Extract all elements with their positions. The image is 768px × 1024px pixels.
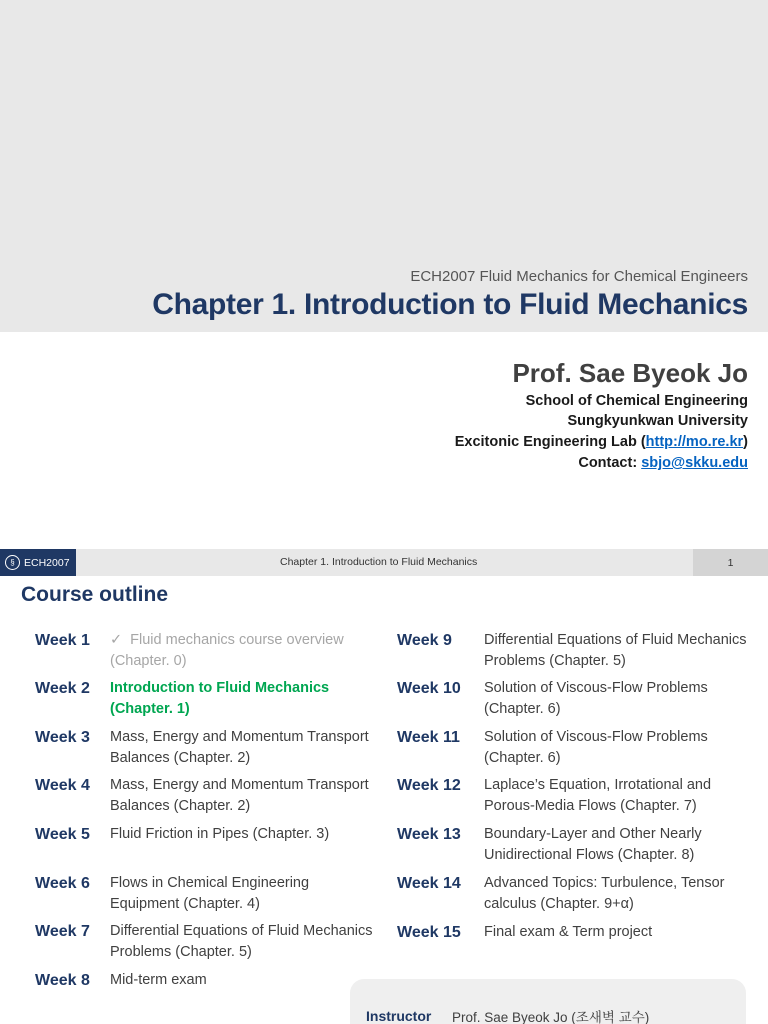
week-row	[35, 873, 375, 914]
week-label: Week 9	[397, 632, 452, 649]
lab-suffix: )	[743, 434, 748, 450]
week-label: Week 14	[397, 875, 461, 892]
week-row	[35, 921, 375, 962]
week-label: Week 13	[397, 826, 461, 843]
week-description: Final exam & Term project	[484, 924, 653, 940]
week-label: Week 8	[35, 972, 90, 989]
course-code: ECH2007 Fluid Mechanics for Chemical Engineers	[410, 268, 748, 285]
week-row	[35, 727, 375, 768]
week-description: Differential Equations of Fluid Mechanics Problems (Chapter. 5)	[484, 632, 747, 669]
week-row	[35, 775, 375, 816]
week-description: Mass, Energy and Momentum Transport Balances (Chapter. 2)	[110, 729, 369, 766]
slide-header	[0, 549, 768, 576]
week-row	[397, 630, 754, 671]
contact-line	[578, 455, 748, 471]
school-name: School of Chemical Engineering	[525, 393, 748, 409]
instructor-box	[350, 979, 746, 1024]
professor-name: Prof. Sae Byeok Jo	[512, 358, 748, 388]
lab-link[interactable]: http://mo.re.kr	[645, 434, 744, 450]
week-label: Week 11	[397, 729, 460, 746]
week-label: Week 15	[397, 924, 461, 941]
week-row	[35, 824, 375, 845]
university-name: Sungkyunkwan University	[567, 413, 748, 429]
week-description: Laplace’s Equation, Irrotational and Porous-Media Flows (Chapter. 7)	[484, 777, 712, 814]
week-label: Week 4	[35, 777, 90, 794]
week-description: Advanced Topics: Turbulence, Tensor calculus (Chapter. 9+α)	[484, 875, 725, 912]
outline-slide	[0, 549, 768, 1024]
instructor-name: Prof. Sae Byeok Jo (조새벽 교수)	[452, 1010, 650, 1024]
week-row	[397, 727, 754, 768]
week-row	[397, 873, 754, 914]
contact-prefix: Contact:	[578, 455, 642, 471]
week-description: Introduction to Fluid Mechanics (Chapter. 1)	[110, 680, 330, 717]
week-row	[35, 970, 375, 991]
week-description-text: Fluid mechanics course overview (Chapter. 0)	[110, 632, 344, 669]
week-description: Solution of Viscous-Flow Problems (Chapter. 6)	[484, 729, 708, 766]
week-label: Week 1	[35, 632, 90, 649]
week-row	[35, 678, 375, 719]
title-band	[0, 0, 768, 332]
week-description: Fluid Friction in Pipes (Chapter. 3)	[110, 826, 330, 842]
week-description: Mass, Energy and Momentum Transport Balances (Chapter. 2)	[110, 777, 369, 814]
logo-text: ECH2007	[24, 556, 70, 569]
week-row	[397, 678, 754, 719]
week-row	[35, 630, 375, 671]
week-row	[397, 824, 754, 865]
week-description: Differential Equations of Fluid Mechanics Problems (Chapter. 5)	[110, 923, 373, 960]
week-description: Solution of Viscous-Flow Problems (Chapter. 6)	[484, 680, 708, 717]
check-icon: ✓	[110, 632, 123, 648]
header-chapter: Chapter 1. Introduction to Fluid Mechanics	[280, 556, 478, 568]
lab-line	[455, 434, 748, 450]
course-logo	[0, 549, 76, 576]
week-label: Week 6	[35, 875, 90, 892]
instructor-label: Instructor	[366, 1008, 432, 1024]
contact-email-link[interactable]: sbjo@skku.edu	[641, 455, 748, 471]
week-label: Week 2	[35, 680, 90, 697]
week-description: Boundary-Layer and Other Nearly Unidirectional Flows (Chapter. 8)	[484, 826, 702, 863]
week-row	[397, 922, 754, 943]
week-row	[397, 775, 754, 816]
week-description: Mid-term exam	[110, 972, 207, 988]
lab-prefix: Excitonic Engineering Lab (	[454, 434, 646, 450]
week-description	[110, 630, 375, 671]
week-label: Week 10	[397, 680, 461, 697]
week-label: Week 5	[35, 826, 90, 843]
outline-title: Course outline	[21, 583, 169, 606]
chapter-title: Chapter 1. Introduction to Fluid Mechanics	[152, 288, 748, 321]
page-number: 1	[693, 549, 768, 576]
week-label: Week 7	[35, 923, 90, 940]
week-description: Flows in Chemical Engineering Equipment (Chapter. 4)	[110, 875, 310, 912]
university-seal-icon: §	[5, 555, 20, 570]
week-label: Week 3	[35, 729, 90, 746]
week-label: Week 12	[397, 777, 461, 794]
